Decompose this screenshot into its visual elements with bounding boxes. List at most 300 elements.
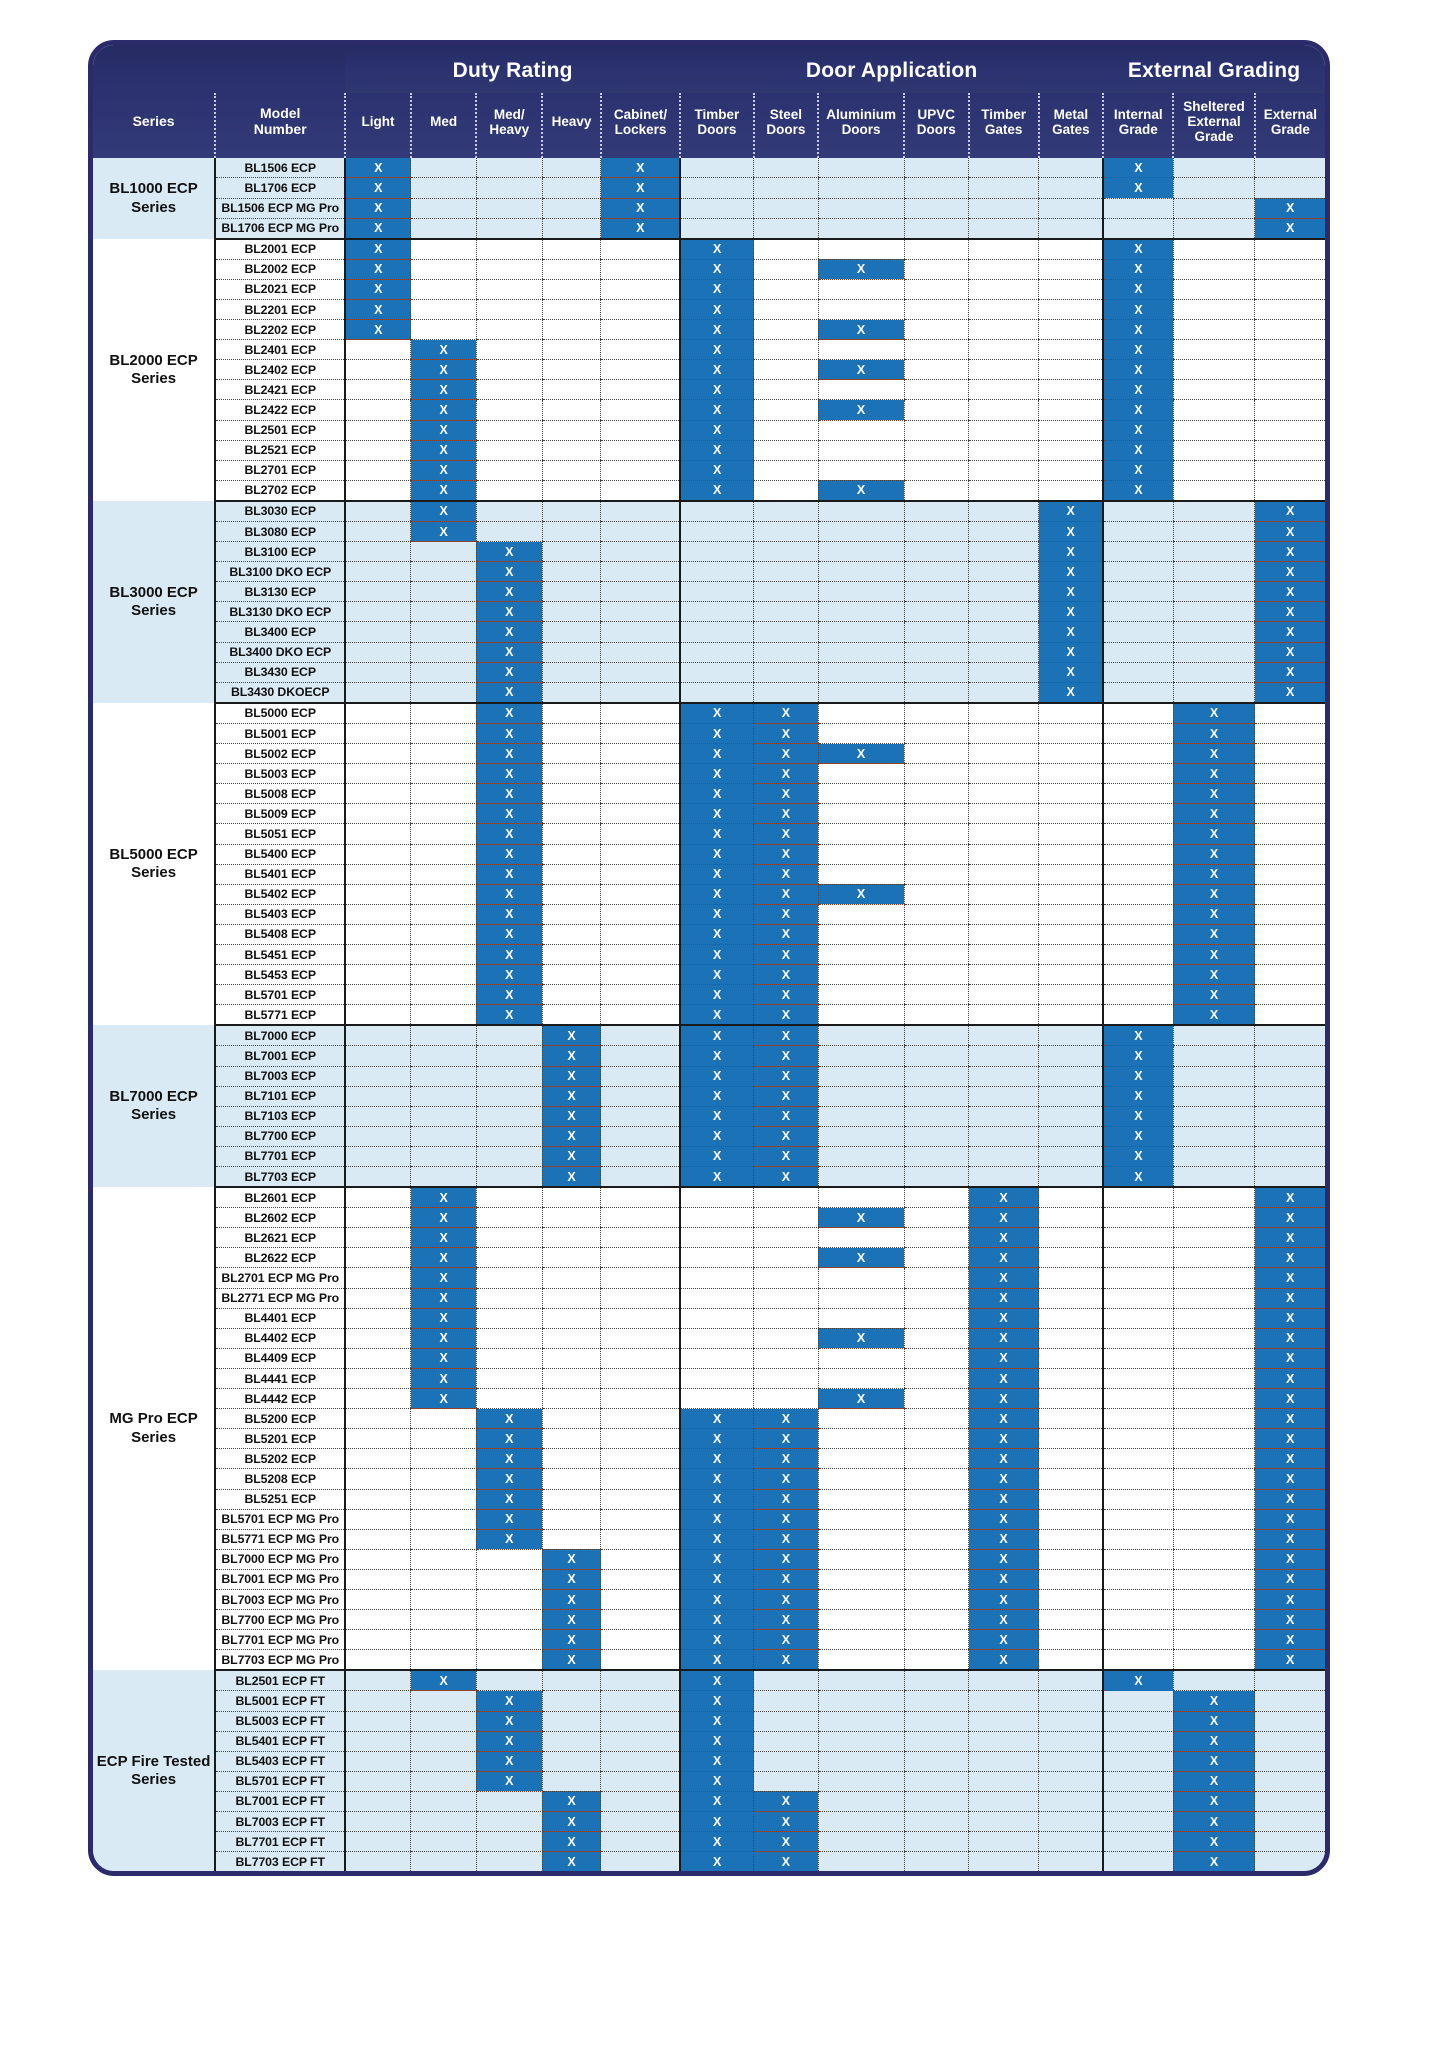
cell-empty-light xyxy=(345,1328,411,1348)
cell-empty-external-grade xyxy=(1255,299,1325,319)
cell-empty-aluminium-doors xyxy=(818,662,904,682)
cell-mark-steel-doors: X xyxy=(754,784,818,804)
cell-empty-upvc-doors xyxy=(904,360,968,380)
table-row xyxy=(93,1650,1325,1671)
cell-empty-upvc-doors xyxy=(904,602,968,622)
cell-empty-cabinet-lockers xyxy=(601,1691,680,1711)
cell-empty-upvc-doors xyxy=(904,480,968,501)
cell-empty-aluminium-doors xyxy=(818,1670,904,1691)
cell-empty-timber-gates xyxy=(969,965,1039,985)
cell-empty-light xyxy=(345,864,411,884)
cell-empty-med xyxy=(411,1812,477,1832)
cell-empty-aluminium-doors xyxy=(818,804,904,824)
cell-empty-internal-grade xyxy=(1103,1489,1173,1509)
cell-mark-med-heavy: X xyxy=(476,542,542,562)
cell-empty-metal-gates xyxy=(1039,380,1104,400)
cell-mark-heavy: X xyxy=(542,1589,601,1609)
cell-mark-internal-grade: X xyxy=(1103,1046,1173,1066)
cell-empty-cabinet-lockers xyxy=(601,1751,680,1771)
cell-mark-timber-doors: X xyxy=(680,279,754,299)
cell-empty-metal-gates xyxy=(1039,764,1104,784)
cell-empty-aluminium-doors xyxy=(818,420,904,440)
column-header-upvc-doors: UPVC Doors xyxy=(904,93,968,158)
cell-mark-steel-doors: X xyxy=(754,1791,818,1811)
cell-empty-sheltered-external-grade xyxy=(1173,1268,1254,1288)
cell-mark-sheltered-external-grade: X xyxy=(1173,1691,1254,1711)
cell-empty-sheltered-external-grade xyxy=(1173,1610,1254,1630)
cell-empty-upvc-doors xyxy=(904,158,968,178)
cell-empty-med xyxy=(411,1046,477,1066)
cell-empty-cabinet-lockers xyxy=(601,1248,680,1268)
cell-empty-heavy xyxy=(542,965,601,985)
cell-mark-timber-gates: X xyxy=(969,1569,1039,1589)
cell-mark-timber-doors: X xyxy=(680,985,754,1005)
cell-empty-upvc-doors xyxy=(904,1348,968,1368)
cell-empty-aluminium-doors xyxy=(818,1469,904,1489)
cell-empty-timber-gates xyxy=(969,1852,1039,1872)
cell-empty-external-grade xyxy=(1255,784,1325,804)
cell-mark-aluminium-doors: X xyxy=(818,1208,904,1228)
matrix-header xyxy=(93,45,1325,158)
cell-empty-timber-gates xyxy=(969,1691,1039,1711)
cell-empty-aluminium-doors xyxy=(818,1086,904,1106)
table-row xyxy=(93,1005,1325,1026)
cell-empty-med xyxy=(411,158,477,178)
cell-empty-cabinet-lockers xyxy=(601,1489,680,1509)
cell-mark-timber-doors: X xyxy=(680,320,754,340)
cell-empty-light xyxy=(345,1670,411,1691)
model-number-cell: BL3430 ECP xyxy=(215,662,345,682)
cell-empty-external-grade xyxy=(1255,824,1325,844)
table-row xyxy=(93,1025,1325,1046)
cell-mark-timber-doors: X xyxy=(680,1126,754,1146)
table-row xyxy=(93,1489,1325,1509)
cell-empty-metal-gates xyxy=(1039,1126,1104,1146)
cell-mark-steel-doors: X xyxy=(754,1025,818,1046)
table-row xyxy=(93,1549,1325,1569)
cell-empty-aluminium-doors xyxy=(818,1610,904,1630)
cell-empty-med xyxy=(411,239,477,260)
cell-empty-med xyxy=(411,1469,477,1489)
cell-mark-external-grade: X xyxy=(1255,542,1325,562)
cell-empty-cabinet-lockers xyxy=(601,501,680,522)
cell-empty-metal-gates xyxy=(1039,1328,1104,1348)
cell-empty-heavy xyxy=(542,703,601,724)
cell-empty-med-heavy xyxy=(476,360,542,380)
model-number-cell: BL2002 ECP xyxy=(215,259,345,279)
cell-empty-steel-doors xyxy=(754,380,818,400)
cell-empty-cabinet-lockers xyxy=(601,884,680,904)
cell-empty-cabinet-lockers xyxy=(601,723,680,743)
cell-mark-steel-doors: X xyxy=(754,1167,818,1188)
cell-empty-light xyxy=(345,1126,411,1146)
cell-mark-steel-doors: X xyxy=(754,844,818,864)
cell-empty-upvc-doors xyxy=(904,259,968,279)
cell-empty-steel-doors xyxy=(754,682,818,703)
cell-empty-external-grade xyxy=(1255,764,1325,784)
cell-mark-light: X xyxy=(345,279,411,299)
cell-mark-timber-gates: X xyxy=(969,1509,1039,1529)
cell-mark-steel-doors: X xyxy=(754,824,818,844)
cell-mark-external-grade: X xyxy=(1255,1589,1325,1609)
cell-empty-med xyxy=(411,1167,477,1188)
cell-empty-upvc-doors xyxy=(904,522,968,542)
cell-empty-cabinet-lockers xyxy=(601,1812,680,1832)
cell-empty-upvc-doors xyxy=(904,904,968,924)
matrix-body xyxy=(93,158,1325,1871)
cell-empty-med xyxy=(411,1005,477,1026)
model-number-cell: BL7003 ECP xyxy=(215,1066,345,1086)
cell-empty-cabinet-lockers xyxy=(601,864,680,884)
cell-mark-metal-gates: X xyxy=(1039,682,1104,703)
cell-mark-heavy: X xyxy=(542,1610,601,1630)
cell-empty-heavy xyxy=(542,884,601,904)
cell-mark-aluminium-doors: X xyxy=(818,400,904,420)
cell-empty-sheltered-external-grade xyxy=(1173,1106,1254,1126)
cell-mark-external-grade: X xyxy=(1255,1268,1325,1288)
cell-empty-internal-grade xyxy=(1103,198,1173,218)
cell-empty-med-heavy xyxy=(476,1308,542,1328)
table-row xyxy=(93,864,1325,884)
cell-empty-timber-gates xyxy=(969,1670,1039,1691)
cell-mark-timber-doors: X xyxy=(680,744,754,764)
model-number-cell: BL3400 ECP xyxy=(215,622,345,642)
cell-empty-metal-gates xyxy=(1039,1288,1104,1308)
cell-mark-heavy: X xyxy=(542,1791,601,1811)
cell-empty-upvc-doors xyxy=(904,1328,968,1348)
model-number-cell: BL7703 ECP FT xyxy=(215,1852,345,1872)
cell-empty-aluminium-doors xyxy=(818,864,904,884)
cell-empty-upvc-doors xyxy=(904,460,968,480)
cell-mark-aluminium-doors: X xyxy=(818,480,904,501)
cell-empty-aluminium-doors xyxy=(818,1126,904,1146)
cell-empty-med-heavy xyxy=(476,480,542,501)
cell-empty-med xyxy=(411,1711,477,1731)
cell-empty-internal-grade xyxy=(1103,1368,1173,1388)
cell-empty-internal-grade xyxy=(1103,1812,1173,1832)
cell-empty-heavy xyxy=(542,1469,601,1489)
table-row xyxy=(93,682,1325,703)
cell-mark-light: X xyxy=(345,198,411,218)
table-row xyxy=(93,1852,1325,1872)
cell-empty-cabinet-lockers xyxy=(601,582,680,602)
model-number-cell: BL7000 ECP MG Pro xyxy=(215,1549,345,1569)
cell-mark-timber-doors: X xyxy=(680,844,754,864)
cell-empty-external-grade xyxy=(1255,703,1325,724)
cell-empty-metal-gates xyxy=(1039,1005,1104,1026)
cell-empty-metal-gates xyxy=(1039,1208,1104,1228)
cell-empty-internal-grade xyxy=(1103,703,1173,724)
cell-empty-sheltered-external-grade xyxy=(1173,1429,1254,1449)
cell-empty-light xyxy=(345,1610,411,1630)
cell-empty-cabinet-lockers xyxy=(601,904,680,924)
cell-empty-med-heavy xyxy=(476,1348,542,1368)
cell-empty-upvc-doors xyxy=(904,944,968,964)
table-row xyxy=(93,602,1325,622)
cell-empty-metal-gates xyxy=(1039,904,1104,924)
cell-empty-cabinet-lockers xyxy=(601,1449,680,1469)
column-header-steel-doors: Steel Doors xyxy=(754,93,818,158)
cell-empty-heavy xyxy=(542,299,601,319)
model-number-cell: BL7703 ECP MG Pro xyxy=(215,1650,345,1671)
cell-empty-internal-grade xyxy=(1103,662,1173,682)
table-row xyxy=(93,340,1325,360)
cell-empty-internal-grade xyxy=(1103,1348,1173,1368)
cell-mark-light: X xyxy=(345,158,411,178)
cell-mark-external-grade: X xyxy=(1255,522,1325,542)
cell-empty-upvc-doors xyxy=(904,764,968,784)
cell-empty-med-heavy xyxy=(476,259,542,279)
model-number-cell: BL2701 ECP MG Pro xyxy=(215,1268,345,1288)
model-number-cell: BL5003 ECP FT xyxy=(215,1711,345,1731)
cell-empty-aluminium-doors xyxy=(818,1268,904,1288)
cell-empty-internal-grade xyxy=(1103,1509,1173,1529)
cell-empty-sheltered-external-grade xyxy=(1173,1228,1254,1248)
cell-empty-med xyxy=(411,1449,477,1469)
cell-mark-steel-doors: X xyxy=(754,944,818,964)
cell-empty-med-heavy xyxy=(476,1248,542,1268)
cell-empty-heavy xyxy=(542,1288,601,1308)
cell-empty-aluminium-doors xyxy=(818,542,904,562)
cell-empty-med xyxy=(411,259,477,279)
cell-empty-heavy xyxy=(542,682,601,703)
cell-mark-timber-gates: X xyxy=(969,1449,1039,1469)
cell-empty-med xyxy=(411,1126,477,1146)
cell-empty-heavy xyxy=(542,178,601,198)
cell-empty-timber-gates xyxy=(969,1066,1039,1086)
cell-mark-timber-doors: X xyxy=(680,1509,754,1529)
cell-empty-metal-gates xyxy=(1039,744,1104,764)
cell-mark-steel-doors: X xyxy=(754,1449,818,1469)
cell-empty-aluminium-doors xyxy=(818,784,904,804)
table-row xyxy=(93,1791,1325,1811)
cell-empty-timber-gates xyxy=(969,460,1039,480)
cell-empty-aluminium-doors xyxy=(818,1529,904,1549)
cell-empty-internal-grade xyxy=(1103,1630,1173,1650)
cell-empty-internal-grade xyxy=(1103,501,1173,522)
cell-empty-timber-doors xyxy=(680,622,754,642)
cell-empty-external-grade xyxy=(1255,158,1325,178)
cell-empty-timber-gates xyxy=(969,480,1039,501)
cell-empty-steel-doors xyxy=(754,501,818,522)
cell-empty-timber-gates xyxy=(969,703,1039,724)
cell-empty-med-heavy xyxy=(476,1208,542,1228)
cell-empty-aluminium-doors xyxy=(818,1812,904,1832)
cell-empty-upvc-doors xyxy=(904,662,968,682)
model-number-cell: BL4401 ECP xyxy=(215,1308,345,1328)
cell-mark-steel-doors: X xyxy=(754,703,818,724)
cell-empty-external-grade xyxy=(1255,1751,1325,1771)
cell-empty-heavy xyxy=(542,400,601,420)
cell-mark-sheltered-external-grade: X xyxy=(1173,1711,1254,1731)
cell-empty-heavy xyxy=(542,380,601,400)
cell-empty-internal-grade xyxy=(1103,642,1173,662)
cell-empty-timber-gates xyxy=(969,744,1039,764)
cell-mark-timber-doors: X xyxy=(680,1569,754,1589)
cell-empty-steel-doors xyxy=(754,158,818,178)
cell-mark-sheltered-external-grade: X xyxy=(1173,1731,1254,1751)
cell-empty-cabinet-lockers xyxy=(601,824,680,844)
cell-empty-internal-grade xyxy=(1103,1751,1173,1771)
model-number-cell: BL1706 ECP xyxy=(215,178,345,198)
cell-empty-aluminium-doors xyxy=(818,1630,904,1650)
cell-empty-external-grade xyxy=(1255,1731,1325,1751)
cell-empty-external-grade xyxy=(1255,340,1325,360)
cell-mark-timber-gates: X xyxy=(969,1248,1039,1268)
cell-empty-steel-doors xyxy=(754,178,818,198)
cell-empty-med-heavy xyxy=(476,380,542,400)
cell-mark-med: X xyxy=(411,400,477,420)
cell-empty-aluminium-doors xyxy=(818,682,904,703)
cell-empty-external-grade xyxy=(1255,400,1325,420)
table-row xyxy=(93,440,1325,460)
cell-empty-aluminium-doors xyxy=(818,1308,904,1328)
cell-empty-steel-doors xyxy=(754,279,818,299)
cell-mark-heavy: X xyxy=(542,1630,601,1650)
cell-empty-med xyxy=(411,985,477,1005)
cell-mark-timber-doors: X xyxy=(680,824,754,844)
cell-empty-steel-doors xyxy=(754,1751,818,1771)
table-row xyxy=(93,320,1325,340)
cell-empty-timber-gates xyxy=(969,924,1039,944)
cell-empty-upvc-doors xyxy=(904,1549,968,1569)
cell-empty-light xyxy=(345,360,411,380)
cell-empty-sheltered-external-grade xyxy=(1173,1509,1254,1529)
model-number-cell: BL7001 ECP xyxy=(215,1046,345,1066)
cell-empty-heavy xyxy=(542,944,601,964)
cell-empty-light xyxy=(345,1509,411,1529)
cell-empty-external-grade xyxy=(1255,904,1325,924)
model-number-cell: BL7700 ECP MG Pro xyxy=(215,1610,345,1630)
cell-empty-aluminium-doors xyxy=(818,1731,904,1751)
cell-empty-steel-doors xyxy=(754,239,818,260)
cell-empty-heavy xyxy=(542,642,601,662)
cell-empty-med xyxy=(411,562,477,582)
cell-empty-upvc-doors xyxy=(904,1469,968,1489)
table-row xyxy=(93,1832,1325,1852)
cell-mark-timber-doors: X xyxy=(680,1529,754,1549)
cell-empty-internal-grade xyxy=(1103,1650,1173,1671)
cell-empty-timber-gates xyxy=(969,723,1039,743)
cell-mark-aluminium-doors: X xyxy=(818,1248,904,1268)
column-header-cabinet-lockers: Cabinet/ Lockers xyxy=(601,93,680,158)
cell-mark-internal-grade: X xyxy=(1103,1146,1173,1166)
cell-empty-cabinet-lockers xyxy=(601,380,680,400)
cell-empty-med-heavy xyxy=(476,1650,542,1671)
cell-empty-upvc-doors xyxy=(904,299,968,319)
cell-empty-med xyxy=(411,703,477,724)
cell-empty-med-heavy xyxy=(476,340,542,360)
cell-empty-light xyxy=(345,1630,411,1650)
cell-mark-med-heavy: X xyxy=(476,1429,542,1449)
cell-empty-timber-gates xyxy=(969,218,1039,239)
cell-mark-timber-doors: X xyxy=(680,1670,754,1691)
cell-empty-metal-gates xyxy=(1039,1449,1104,1469)
table-row xyxy=(93,582,1325,602)
model-number-cell: BL5403 ECP FT xyxy=(215,1751,345,1771)
cell-mark-timber-doors: X xyxy=(680,784,754,804)
cell-empty-sheltered-external-grade xyxy=(1173,662,1254,682)
cell-empty-aluminium-doors xyxy=(818,1228,904,1248)
cell-mark-light: X xyxy=(345,299,411,319)
cell-empty-heavy xyxy=(542,340,601,360)
cell-empty-upvc-doors xyxy=(904,1529,968,1549)
cell-mark-external-grade: X xyxy=(1255,1328,1325,1348)
cell-empty-aluminium-doors xyxy=(818,299,904,319)
table-row xyxy=(93,1086,1325,1106)
cell-empty-light xyxy=(345,924,411,944)
cell-empty-med xyxy=(411,1106,477,1126)
cell-empty-timber-gates xyxy=(969,380,1039,400)
cell-empty-sheltered-external-grade xyxy=(1173,1167,1254,1188)
cell-mark-timber-gates: X xyxy=(969,1389,1039,1409)
cell-mark-sheltered-external-grade: X xyxy=(1173,864,1254,884)
cell-empty-med xyxy=(411,198,477,218)
cell-empty-light xyxy=(345,1288,411,1308)
cell-empty-timber-gates xyxy=(969,682,1039,703)
cell-empty-upvc-doors xyxy=(904,178,968,198)
cell-mark-aluminium-doors: X xyxy=(818,1328,904,1348)
cell-mark-external-grade: X xyxy=(1255,642,1325,662)
cell-mark-sheltered-external-grade: X xyxy=(1173,764,1254,784)
cell-empty-metal-gates xyxy=(1039,1146,1104,1166)
cell-empty-aluminium-doors xyxy=(818,1449,904,1469)
cell-empty-light xyxy=(345,420,411,440)
group-header-blank xyxy=(93,45,345,93)
cell-mark-med: X xyxy=(411,501,477,522)
cell-empty-cabinet-lockers xyxy=(601,1389,680,1409)
cell-empty-upvc-doors xyxy=(904,824,968,844)
cell-empty-med-heavy xyxy=(476,1086,542,1106)
cell-mark-timber-doors: X xyxy=(680,1549,754,1569)
cell-mark-internal-grade: X xyxy=(1103,340,1173,360)
cell-empty-metal-gates xyxy=(1039,259,1104,279)
cell-empty-metal-gates xyxy=(1039,218,1104,239)
table-row xyxy=(93,380,1325,400)
cell-empty-light xyxy=(345,1025,411,1046)
cell-empty-heavy xyxy=(542,784,601,804)
cell-empty-med-heavy xyxy=(476,1389,542,1409)
model-number-cell: BL5200 ECP xyxy=(215,1409,345,1429)
cell-empty-light xyxy=(345,682,411,703)
cell-mark-steel-doors: X xyxy=(754,1509,818,1529)
cell-empty-sheltered-external-grade xyxy=(1173,400,1254,420)
cell-empty-aluminium-doors xyxy=(818,1509,904,1529)
cell-empty-upvc-doors xyxy=(904,804,968,824)
cell-empty-timber-doors xyxy=(680,1288,754,1308)
cell-mark-external-grade: X xyxy=(1255,1389,1325,1409)
cell-empty-metal-gates xyxy=(1039,198,1104,218)
cell-empty-upvc-doors xyxy=(904,864,968,884)
cell-empty-steel-doors xyxy=(754,1268,818,1288)
cell-empty-upvc-doors xyxy=(904,1389,968,1409)
cell-empty-timber-gates xyxy=(969,1812,1039,1832)
cell-empty-upvc-doors xyxy=(904,965,968,985)
cell-empty-sheltered-external-grade xyxy=(1173,1409,1254,1429)
cell-empty-timber-gates xyxy=(969,1086,1039,1106)
cell-empty-sheltered-external-grade xyxy=(1173,1066,1254,1086)
cell-empty-metal-gates xyxy=(1039,1791,1104,1811)
cell-empty-sheltered-external-grade xyxy=(1173,1348,1254,1368)
cell-empty-sheltered-external-grade xyxy=(1173,1589,1254,1609)
cell-empty-light xyxy=(345,965,411,985)
cell-empty-metal-gates xyxy=(1039,1368,1104,1388)
cell-empty-heavy xyxy=(542,1268,601,1288)
table-row xyxy=(93,1409,1325,1429)
cell-empty-upvc-doors xyxy=(904,1167,968,1188)
series-label-bl5000-ecp-series: BL5000 ECP Series xyxy=(93,703,215,1026)
cell-empty-heavy xyxy=(542,542,601,562)
